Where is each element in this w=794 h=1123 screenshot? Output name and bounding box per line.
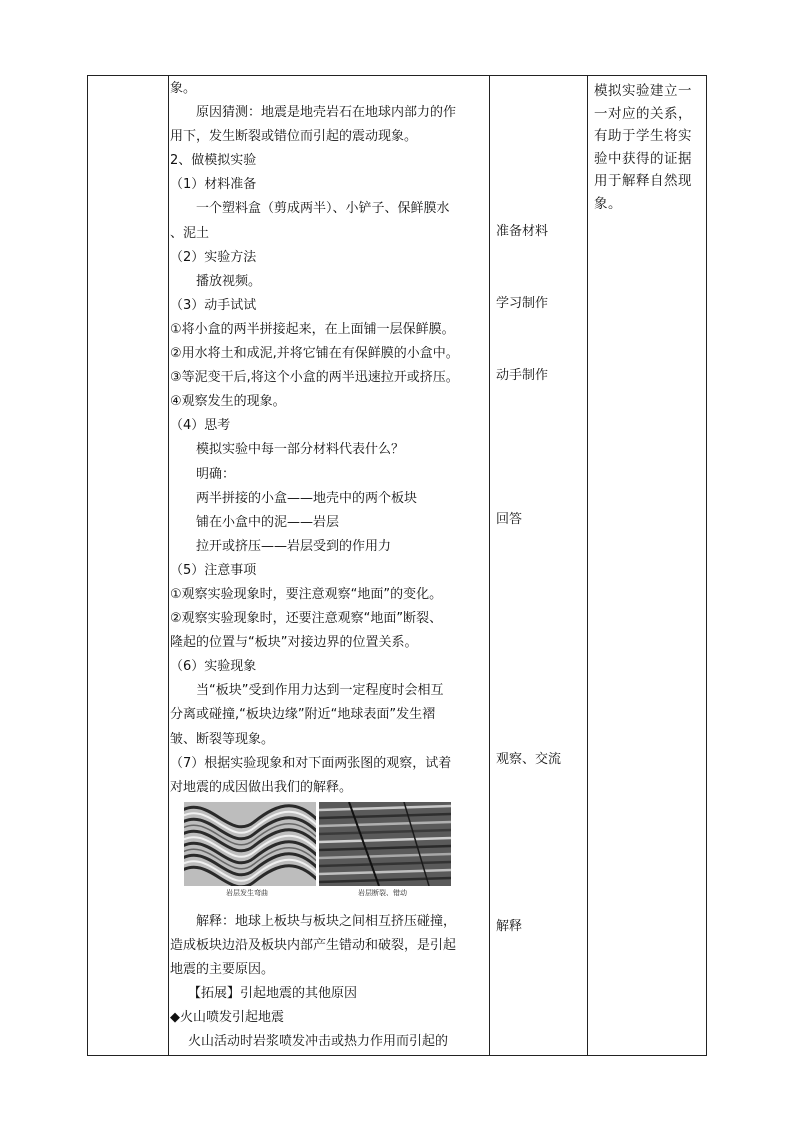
folded-rock-photo xyxy=(184,802,316,886)
step-item: ③等泥变干后,将这个小盒的两半迅速拉开或挤压。 xyxy=(170,370,459,386)
text-line: 皱、断裂等现象。 xyxy=(170,731,275,747)
column-divider-1 xyxy=(168,76,169,1055)
text-line: 地震的主要原因。 xyxy=(170,962,275,977)
student-activity-item: 准备材料 xyxy=(496,224,549,239)
text-line: 原因猜测：地震是地壳岩石在地球内部力的作 xyxy=(196,105,457,121)
text-line: ①观察实验现象时，要注意观察“地面”的变化。 xyxy=(170,586,443,602)
section-heading: 2、做模拟实验 xyxy=(170,153,257,169)
text-line: 拉开或挤压——岩层受到的作用力 xyxy=(196,538,392,554)
text-line: 一个塑料盒（剪成两半）、小铲子、保鲜膜水 xyxy=(196,201,450,217)
column-divider-3 xyxy=(587,76,588,1055)
text-line: 造成板块边沿及板块内部产生错动和破裂，是引起 xyxy=(170,937,457,953)
faulted-rock-caption: 岩层断裂、错动 xyxy=(358,888,407,897)
lesson-table xyxy=(87,75,707,1056)
student-activity-item: 回答 xyxy=(496,512,523,527)
faulted-rock-photo xyxy=(319,802,451,886)
folded-rock-caption: 岩层发生弯曲 xyxy=(226,888,268,897)
bullet-heading: ◆火山喷发引起地震 xyxy=(170,1010,284,1026)
subsection-heading: （6）实验现象 xyxy=(170,659,257,675)
subsection-heading: （1）材料准备 xyxy=(170,177,257,193)
text-line: 用下，发生断裂或错位而引起的震动现象。 xyxy=(170,129,418,145)
text-line: 隆起的位置与“板块”对接边界的位置关系。 xyxy=(170,635,418,651)
subsection-heading: （4）思考 xyxy=(170,418,231,434)
text-line: 解释：地球上板块与板块之间相互挤压碰撞， xyxy=(196,913,457,929)
text-line: 对地震的成因做出我们的解释。 xyxy=(170,779,353,795)
text-line: ②观察实验现象时，还要注意观察“地面”断裂、 xyxy=(170,611,443,627)
text-line: 分离或碰撞,“板块边缘”附近“地球表面”发生褶 xyxy=(170,707,436,723)
text-line: 明确： xyxy=(196,466,236,482)
text-line: 铺在小盒中的泥——岩层 xyxy=(196,514,340,530)
text-line: 模拟实验中每一部分材料代表什么？ xyxy=(196,442,405,458)
student-activity-item: 观察、交流 xyxy=(496,752,562,767)
student-activity-item: 动手制作 xyxy=(496,368,549,383)
student-activity-item: 学习制作 xyxy=(496,296,549,311)
step-item: ②用水将土和成泥,并将它铺在有保鲜膜的小盒中。 xyxy=(170,346,459,362)
text-line: 当“板块”受到作用力达到一定程度时会相互 xyxy=(196,683,444,699)
text-line: 播放视频。 xyxy=(196,273,262,289)
text-line: 象。 xyxy=(170,81,197,96)
subsection-heading: （7）根据实验现象和对下面两张图的观察，试着 xyxy=(170,755,452,771)
step-item: ④观察发生的现象。 xyxy=(170,394,286,410)
design-intent-text: 模拟实验建立一一对应的关系，有助于学生将实验中获得的证据用于解释自然现象。 xyxy=(594,83,692,212)
text-line: 、泥土 xyxy=(170,225,210,241)
text-line: 火山活动时岩浆喷发冲击或热力作用而引起的 xyxy=(188,1034,449,1050)
rock-photos xyxy=(170,802,574,906)
subsection-heading: （2）实验方法 xyxy=(170,249,257,265)
subsection-heading: （3）动手试试 xyxy=(170,297,257,313)
student-activity-item: 解释 xyxy=(496,919,523,934)
text-line: 两半拼接的小盒——地壳中的两个板块 xyxy=(196,490,418,506)
subsection-heading: （5）注意事项 xyxy=(170,562,257,578)
step-item: ①将小盒的两半拼接起来，在上面铺一层保鲜膜。 xyxy=(170,321,455,337)
design-intent-column xyxy=(594,80,704,215)
extension-heading: 【拓展】引起地震的其他原因 xyxy=(188,986,358,1002)
